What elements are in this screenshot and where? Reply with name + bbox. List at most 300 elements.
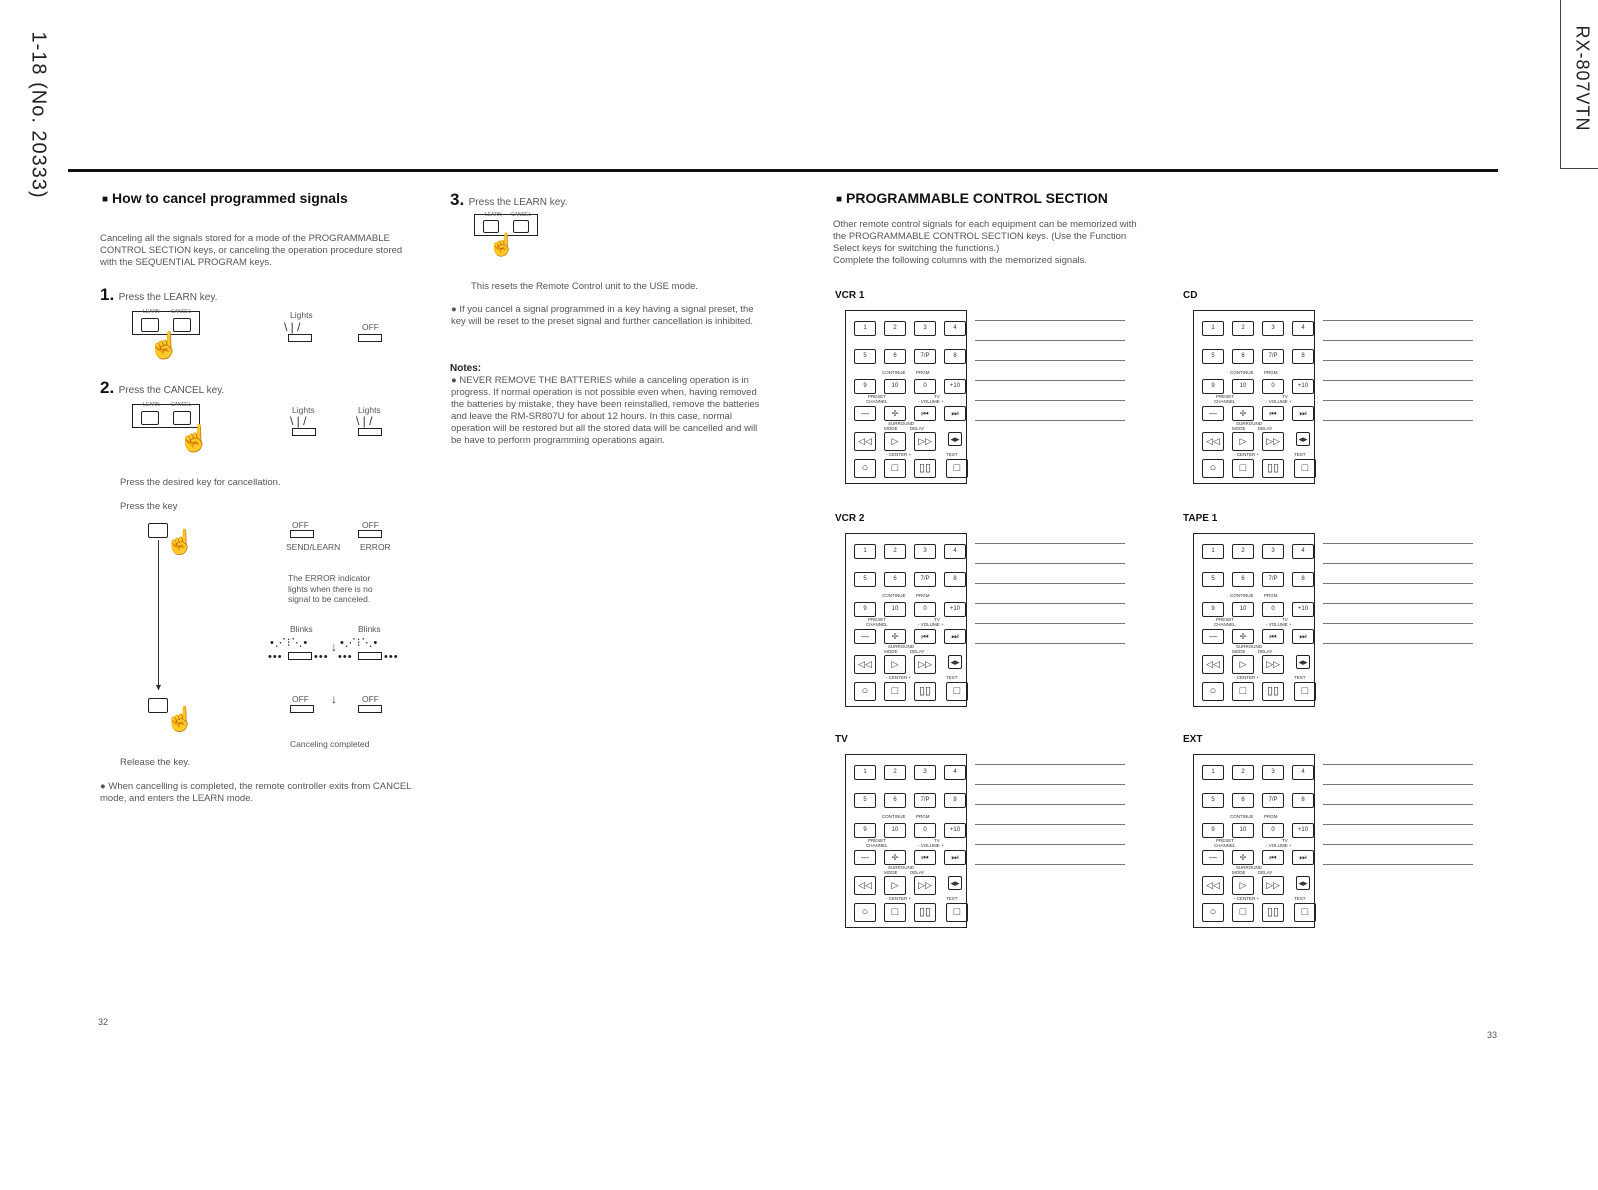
remote-key[interactable]: +10 — [944, 823, 966, 838]
skip-icon[interactable]: ◂▸ — [1296, 432, 1310, 446]
remote-key[interactable]: ✢ — [1232, 406, 1254, 421]
channel-label: CHANNEL — [1214, 843, 1236, 848]
memo-line — [1323, 380, 1473, 381]
preset-label: PRESET — [868, 394, 887, 399]
off-label: OFF — [362, 322, 379, 332]
remote-key[interactable]: 2 — [1232, 321, 1254, 336]
canceling-completed-label: Canceling completed — [290, 739, 370, 749]
off-label: OFF — [292, 694, 309, 704]
remote-key[interactable]: 0 — [1262, 823, 1284, 838]
remote-key[interactable]: 9 — [1202, 602, 1224, 617]
delay-label: DELAY — [910, 649, 925, 654]
learn-key-label: LEARN — [143, 309, 160, 315]
remote-key[interactable]: ⏭ — [1292, 629, 1314, 644]
record-icon[interactable]: ○ — [1202, 459, 1224, 478]
pause-icon[interactable]: ▯▯ — [914, 682, 936, 701]
remote-label: TV — [835, 734, 848, 745]
memo-line — [1323, 360, 1473, 361]
remote-label: EXT — [1183, 734, 1203, 745]
center-label: - CENTER + — [886, 675, 912, 680]
fast-forward-icon[interactable]: ▷▷ — [1262, 655, 1284, 674]
lamp — [358, 428, 382, 436]
step-2-text: Press the CANCEL key. — [118, 385, 225, 396]
off-label: OFF — [362, 520, 379, 530]
remote-key[interactable]: 5 — [1202, 793, 1224, 808]
test-label: TEST — [1294, 452, 1306, 457]
remote-key[interactable]: 5 — [1202, 349, 1224, 364]
center-label: - CENTER + — [1234, 896, 1260, 901]
remote-key[interactable]: 9 — [1202, 823, 1224, 838]
memo-line — [1323, 563, 1473, 564]
left-margin-code — [18, 30, 58, 230]
arrow-down-icon: ▼ — [154, 682, 163, 692]
remote-key[interactable]: +10 — [1292, 602, 1314, 617]
remote-diagram — [845, 533, 967, 707]
cancel-intro: Canceling all the signals stored for a mode of the PROGRAMMABLE CONTROL SECTION keys, or canceling the operation procedure stored with the SEQUENTIAL PROGRAM keys. — [100, 233, 403, 268]
remote-key[interactable]: ⏮ — [1262, 629, 1284, 644]
remote-key[interactable]: ✢ — [884, 629, 906, 644]
remote-key[interactable]: ⏮ — [1262, 850, 1284, 865]
pause-icon[interactable]: ▯▯ — [1262, 459, 1284, 478]
play-icon[interactable]: ▷ — [1232, 432, 1254, 451]
notes-title: Notes: — [450, 363, 482, 374]
press-key-text: Press the key — [120, 501, 178, 512]
lamp-rays-icon: \ | / — [290, 414, 307, 428]
memo-line — [975, 400, 1125, 401]
memo-line — [1323, 603, 1473, 604]
press-desired-text: Press the desired key for cancellation. — [120, 477, 281, 488]
remote-key[interactable]: 3 — [1262, 765, 1284, 780]
page-number-left: 32 — [98, 1017, 109, 1027]
play-icon[interactable]: ▷ — [884, 655, 906, 674]
rewind-icon[interactable]: ◁◁ — [1202, 876, 1224, 895]
remote-key[interactable]: 6 — [884, 572, 906, 587]
remote-key[interactable]: 0 — [914, 379, 936, 394]
remote-key[interactable]: 10 — [884, 379, 906, 394]
cancel-bullet: ● When cancelling is completed, the remote controller exits from CANCEL mode, and enters the LEARN mode. — [100, 781, 412, 804]
mode-label: MODE — [884, 426, 898, 431]
memo-line — [975, 380, 1125, 381]
center-label: - CENTER + — [1234, 452, 1260, 457]
right-margin-code — [1560, 0, 1598, 169]
remote-key[interactable]: 5 — [854, 572, 876, 587]
tv-label: TV — [1282, 838, 1288, 843]
delay-label: DELAY — [910, 870, 925, 875]
remote-key[interactable]: +10 — [1292, 823, 1314, 838]
record-icon[interactable]: ○ — [854, 459, 876, 478]
remote-key[interactable]: 4 — [1292, 544, 1314, 559]
remote-key[interactable]: 6 — [884, 349, 906, 364]
fast-forward-icon[interactable]: ▷▷ — [914, 432, 936, 451]
memo-line — [1323, 400, 1473, 401]
blink-dots-icon: ••• — [338, 651, 353, 663]
center-label: - CENTER + — [1234, 675, 1260, 680]
remote-key[interactable]: ⏮ — [914, 406, 936, 421]
skip-icon[interactable]: ◂▸ — [948, 432, 962, 446]
remote-key[interactable]: — — [1202, 850, 1224, 865]
remote-key[interactable]: 6 — [1232, 349, 1254, 364]
hand-icon: ☝ — [165, 706, 195, 733]
remote-key[interactable]: ⏭ — [944, 406, 966, 421]
remote-key[interactable]: 1 — [854, 765, 876, 780]
continue-label: CONTINUE — [882, 370, 906, 375]
mode-label: MODE — [884, 870, 898, 875]
remote-key[interactable]: 10 — [884, 823, 906, 838]
remote-key[interactable]: ⏭ — [944, 850, 966, 865]
lamp — [358, 652, 382, 660]
lights-label: Lights — [358, 405, 381, 415]
off-label: OFF — [362, 694, 379, 704]
remote-key[interactable]: 0 — [1262, 602, 1284, 617]
remote-key[interactable]: 5 — [854, 349, 876, 364]
step-1 — [100, 285, 217, 305]
continue-label: CONTINUE — [1230, 593, 1254, 598]
delay-label: DELAY — [910, 426, 925, 431]
memo-line — [1323, 320, 1473, 321]
remote-key[interactable]: 10 — [1232, 379, 1254, 394]
channel-label: CHANNEL — [1214, 622, 1236, 627]
memo-line — [975, 804, 1125, 805]
rewind-icon[interactable]: ◁◁ — [854, 876, 876, 895]
remote-key[interactable]: 8 — [944, 793, 966, 808]
skip-icon[interactable]: ◂▸ — [948, 876, 962, 890]
lamp-rays-icon: \ | / — [284, 320, 301, 334]
remote-key[interactable]: 1 — [1202, 765, 1224, 780]
surround-label: SURROUND — [888, 421, 915, 426]
volume-label: - VOLUME + — [1266, 843, 1292, 848]
remote-label: CD — [1183, 290, 1198, 301]
remote-key[interactable]: — — [854, 850, 876, 865]
channel-label: CHANNEL — [1214, 399, 1236, 404]
remote-key[interactable]: 9 — [1202, 379, 1224, 394]
page-number-right: 33 — [1487, 1030, 1498, 1040]
memo-line — [1323, 623, 1473, 624]
remote-key[interactable]: 9 — [854, 823, 876, 838]
mode-label: MODE — [1232, 649, 1246, 654]
remote-key[interactable]: 4 — [1292, 321, 1314, 336]
step-2 — [100, 378, 224, 398]
memo-lines — [975, 764, 1125, 884]
memo-line — [1323, 643, 1473, 644]
remote-key[interactable]: 4 — [944, 544, 966, 559]
remote-key[interactable]: 6 — [884, 793, 906, 808]
cancel-key-label: CANCEL — [171, 309, 192, 315]
memo-line — [975, 824, 1125, 825]
remote-key[interactable]: — — [1202, 406, 1224, 421]
fast-forward-icon[interactable]: ▷▷ — [1262, 432, 1284, 451]
off-label: OFF — [292, 520, 309, 530]
remote-key[interactable]: 2 — [1232, 544, 1254, 559]
remote-key[interactable]: 3 — [1262, 321, 1284, 336]
send-learn-label: SEND/LEARN — [286, 542, 341, 552]
memo-line — [975, 420, 1125, 421]
cancel-key-label: CANCEL — [511, 212, 532, 218]
programmable-title: ■ PROGRAMMABLE CONTROL SECTION — [836, 190, 1108, 206]
remote-key[interactable]: +10 — [1292, 379, 1314, 394]
remote-key[interactable]: 0 — [1262, 379, 1284, 394]
record-icon[interactable]: ○ — [1202, 682, 1224, 701]
remote-key[interactable]: 3 — [914, 765, 936, 780]
remote-key[interactable]: 8 — [944, 572, 966, 587]
memo-line — [1323, 420, 1473, 421]
remote-key[interactable]: 9 — [854, 602, 876, 617]
memo-line — [1323, 864, 1473, 865]
remote-key[interactable]: 9 — [854, 379, 876, 394]
memo-lines — [1323, 543, 1473, 663]
prgm-label: PRGM — [916, 814, 930, 819]
lamp-rays-icon: \ | / — [356, 414, 373, 428]
blink-dots-icon: •⋰⁝⋱• — [340, 637, 379, 649]
stop-icon[interactable]: □ — [1232, 459, 1254, 478]
prgm-label: PRGM — [1264, 593, 1278, 598]
hand-icon: ☝ — [165, 529, 195, 556]
memo-line — [1323, 824, 1473, 825]
test-icon[interactable]: □ — [1294, 459, 1316, 478]
play-icon[interactable]: ▷ — [1232, 655, 1254, 674]
cancel-bullet-text: When cancelling is completed, the remote controller exits from CANCEL mode, and enters the LEARN mode. — [100, 781, 412, 804]
memo-line — [975, 784, 1125, 785]
remote-key[interactable]: ⏭ — [1292, 406, 1314, 421]
center-label: - CENTER + — [886, 896, 912, 901]
record-icon[interactable]: ○ — [854, 903, 876, 922]
surround-label: SURROUND — [888, 644, 915, 649]
remote-key[interactable]: 0 — [914, 823, 936, 838]
memo-line — [975, 764, 1125, 765]
right-code-text: RX-807VTN — [1572, 25, 1593, 132]
skip-icon[interactable]: ◂▸ — [948, 655, 962, 669]
tv-label: TV — [1282, 617, 1288, 622]
remote-key[interactable]: 8 — [1292, 793, 1314, 808]
record-icon[interactable]: ○ — [854, 682, 876, 701]
remote-key[interactable]: 3 — [1262, 544, 1284, 559]
remote-key[interactable]: ✢ — [1232, 850, 1254, 865]
remote-key[interactable]: 1 — [1202, 544, 1224, 559]
memo-line — [975, 864, 1125, 865]
remote-key[interactable]: 4 — [944, 321, 966, 336]
remote-key[interactable]: 2 — [884, 321, 906, 336]
remote-diagram — [1193, 754, 1315, 928]
memo-lines — [975, 543, 1125, 663]
memo-line — [1323, 844, 1473, 845]
remote-key[interactable]: 2 — [1232, 765, 1254, 780]
pause-icon[interactable]: ▯▯ — [914, 459, 936, 478]
remote-key[interactable]: ⏮ — [914, 629, 936, 644]
mode-label: MODE — [1232, 870, 1246, 875]
prgm-label: PRGM — [916, 370, 930, 375]
header-rule — [68, 169, 1498, 172]
stop-icon[interactable]: □ — [884, 682, 906, 701]
test-label: TEST — [946, 452, 958, 457]
error-label: ERROR — [360, 542, 391, 552]
volume-label: - VOLUME + — [918, 399, 944, 404]
test-label: TEST — [1294, 675, 1306, 680]
fast-forward-icon[interactable]: ▷▷ — [914, 655, 936, 674]
remote-key[interactable]: 7/P — [1262, 572, 1284, 587]
mode-label: MODE — [1232, 426, 1246, 431]
sequence-line — [158, 540, 159, 690]
pause-icon[interactable]: ▯▯ — [1262, 682, 1284, 701]
arrow-down-icon: ↓ — [331, 692, 337, 706]
memo-line — [975, 583, 1125, 584]
center-label: - CENTER + — [886, 452, 912, 457]
step-3-text: Press the LEARN key. — [468, 197, 568, 208]
play-icon[interactable]: ▷ — [884, 876, 906, 895]
remote-key[interactable]: 7/P — [1262, 793, 1284, 808]
step-3-number: 3. — [450, 190, 465, 209]
remote-key[interactable]: +10 — [944, 379, 966, 394]
skip-icon[interactable]: ◂▸ — [1296, 655, 1310, 669]
remote-diagram — [845, 310, 967, 484]
remote-key[interactable]: 6 — [1232, 793, 1254, 808]
programmable-intro-2: Complete the following columns with the memorized signals. — [833, 255, 1087, 266]
rewind-icon[interactable]: ◁◁ — [1202, 432, 1224, 451]
remote-key[interactable]: +10 — [944, 602, 966, 617]
test-label: TEST — [1294, 896, 1306, 901]
remote-key[interactable]: 4 — [944, 765, 966, 780]
remote-key[interactable]: — — [1202, 629, 1224, 644]
learn-key-label: LEARN — [143, 402, 160, 408]
remote-key[interactable]: ✢ — [884, 850, 906, 865]
test-icon[interactable]: □ — [946, 682, 968, 701]
remote-key[interactable]: 7/P — [1262, 349, 1284, 364]
resets-text: This resets the Remote Control unit to the USE mode. — [471, 281, 699, 292]
cancel-key-label: CANCEL — [171, 402, 192, 408]
rewind-icon[interactable]: ◁◁ — [854, 432, 876, 451]
pause-icon[interactable]: ▯▯ — [914, 903, 936, 922]
volume-label: - VOLUME + — [1266, 622, 1292, 627]
remote-key[interactable]: ⏮ — [1262, 406, 1284, 421]
remote-key[interactable]: 6 — [1232, 572, 1254, 587]
play-icon[interactable]: ▷ — [1232, 876, 1254, 895]
memo-line — [1323, 804, 1473, 805]
remote-key[interactable]: 8 — [1292, 349, 1314, 364]
volume-label: - VOLUME + — [918, 622, 944, 627]
fast-forward-icon[interactable]: ▷▷ — [914, 876, 936, 895]
remote-key[interactable]: ⏭ — [1292, 850, 1314, 865]
remote-key[interactable]: 10 — [884, 602, 906, 617]
remote-key[interactable]: — — [854, 406, 876, 421]
lamp — [288, 652, 312, 660]
remote-key[interactable]: ✢ — [884, 406, 906, 421]
error-lamp — [358, 530, 382, 538]
test-icon[interactable]: □ — [1294, 682, 1316, 701]
continue-label: CONTINUE — [882, 593, 906, 598]
delay-label: DELAY — [1258, 870, 1273, 875]
remote-key[interactable]: 2 — [884, 544, 906, 559]
preset-bullet: ● If you cancel a signal programmed in a key having a signal preset, the key will be reset to the preset signal and further cancellation is inhibited. — [451, 304, 754, 327]
prgm-label: PRGM — [916, 593, 930, 598]
release-key-text: Release the key. — [120, 757, 191, 768]
rewind-icon[interactable]: ◁◁ — [1202, 655, 1224, 674]
programmable-intro: Other remote control signals for each equipment can be memorized with the PROGRAMMABLE CONTROL SECTION keys. (Use the Function Select keys for switching the functions.) — [833, 219, 1137, 254]
remote-key[interactable]: 1 — [1202, 321, 1224, 336]
remote-key[interactable]: 5 — [854, 793, 876, 808]
fast-forward-icon[interactable]: ▷▷ — [1262, 876, 1284, 895]
step-1-number: 1. — [100, 285, 115, 304]
play-icon[interactable]: ▷ — [884, 432, 906, 451]
volume-label: - VOLUME + — [918, 843, 944, 848]
stop-icon[interactable]: □ — [884, 903, 906, 922]
record-icon[interactable]: ○ — [1202, 903, 1224, 922]
memo-line — [975, 623, 1125, 624]
preset-label: PRESET — [868, 617, 887, 622]
remote-key[interactable]: — — [854, 629, 876, 644]
test-label: TEST — [946, 675, 958, 680]
remote-key[interactable]: ⏮ — [914, 850, 936, 865]
blink-dots-icon: ••• — [314, 651, 329, 663]
memo-line — [975, 360, 1125, 361]
memo-line — [975, 543, 1125, 544]
memo-lines — [1323, 764, 1473, 884]
test-icon[interactable]: □ — [1294, 903, 1316, 922]
remote-key[interactable]: 1 — [854, 544, 876, 559]
memo-line — [975, 320, 1125, 321]
test-icon[interactable]: □ — [946, 459, 968, 478]
cancel-title: ■ How to cancel programmed signals — [102, 190, 348, 206]
remote-key[interactable]: 8 — [1292, 572, 1314, 587]
rewind-icon[interactable]: ◁◁ — [854, 655, 876, 674]
blink-dots-icon: ••• — [384, 651, 399, 663]
preset-label: PRESET — [868, 838, 887, 843]
remote-key[interactable]: 5 — [1202, 572, 1224, 587]
remote-key[interactable]: 3 — [914, 544, 936, 559]
remote-key[interactable]: 10 — [1232, 602, 1254, 617]
remote-key[interactable]: 3 — [914, 321, 936, 336]
remote-key[interactable]: 2 — [884, 765, 906, 780]
remote-key[interactable]: ✢ — [1232, 629, 1254, 644]
memo-line — [1323, 764, 1473, 765]
stop-icon[interactable]: □ — [1232, 682, 1254, 701]
remote-key[interactable]: 7/P — [914, 793, 936, 808]
memo-line — [975, 844, 1125, 845]
memo-lines — [1323, 320, 1473, 440]
remote-key[interactable]: 7/P — [914, 572, 936, 587]
remote-diagram — [1193, 533, 1315, 707]
surround-label: SURROUND — [888, 865, 915, 870]
error-note: The ERROR indicator lights when there is no signal to be canceled. — [288, 573, 373, 604]
learn-key[interactable] — [141, 411, 159, 425]
memo-line — [975, 340, 1125, 341]
remote-label: VCR 1 — [835, 290, 865, 301]
lamp — [358, 705, 382, 713]
tv-label: TV — [934, 617, 940, 622]
remote-key[interactable]: 8 — [944, 349, 966, 364]
memo-line — [975, 643, 1125, 644]
remote-key[interactable]: 0 — [914, 602, 936, 617]
memo-line — [975, 563, 1125, 564]
left-code-text: 1-18 (No. 20333) — [27, 31, 50, 199]
stop-icon[interactable]: □ — [1232, 903, 1254, 922]
remote-key[interactable]: 4 — [1292, 765, 1314, 780]
send-learn-lamp — [290, 530, 314, 538]
test-icon[interactable]: □ — [946, 903, 968, 922]
skip-icon[interactable]: ◂▸ — [1296, 876, 1310, 890]
step-3 — [450, 190, 567, 210]
prgm-label: PRGM — [1264, 814, 1278, 819]
pause-icon[interactable]: ▯▯ — [1262, 903, 1284, 922]
blinks-label: Blinks — [358, 624, 381, 634]
remote-key[interactable]: ⏭ — [944, 629, 966, 644]
stop-icon[interactable]: □ — [884, 459, 906, 478]
memo-line — [1323, 583, 1473, 584]
remote-key[interactable]: 7/P — [914, 349, 936, 364]
hand-icon: ☝ — [178, 423, 211, 453]
remote-key[interactable]: 1 — [854, 321, 876, 336]
blink-dots-icon: •⋰⁝⋱• — [270, 637, 309, 649]
remote-key[interactable]: 10 — [1232, 823, 1254, 838]
preset-label: PRESET — [1216, 394, 1235, 399]
memo-line — [975, 603, 1125, 604]
